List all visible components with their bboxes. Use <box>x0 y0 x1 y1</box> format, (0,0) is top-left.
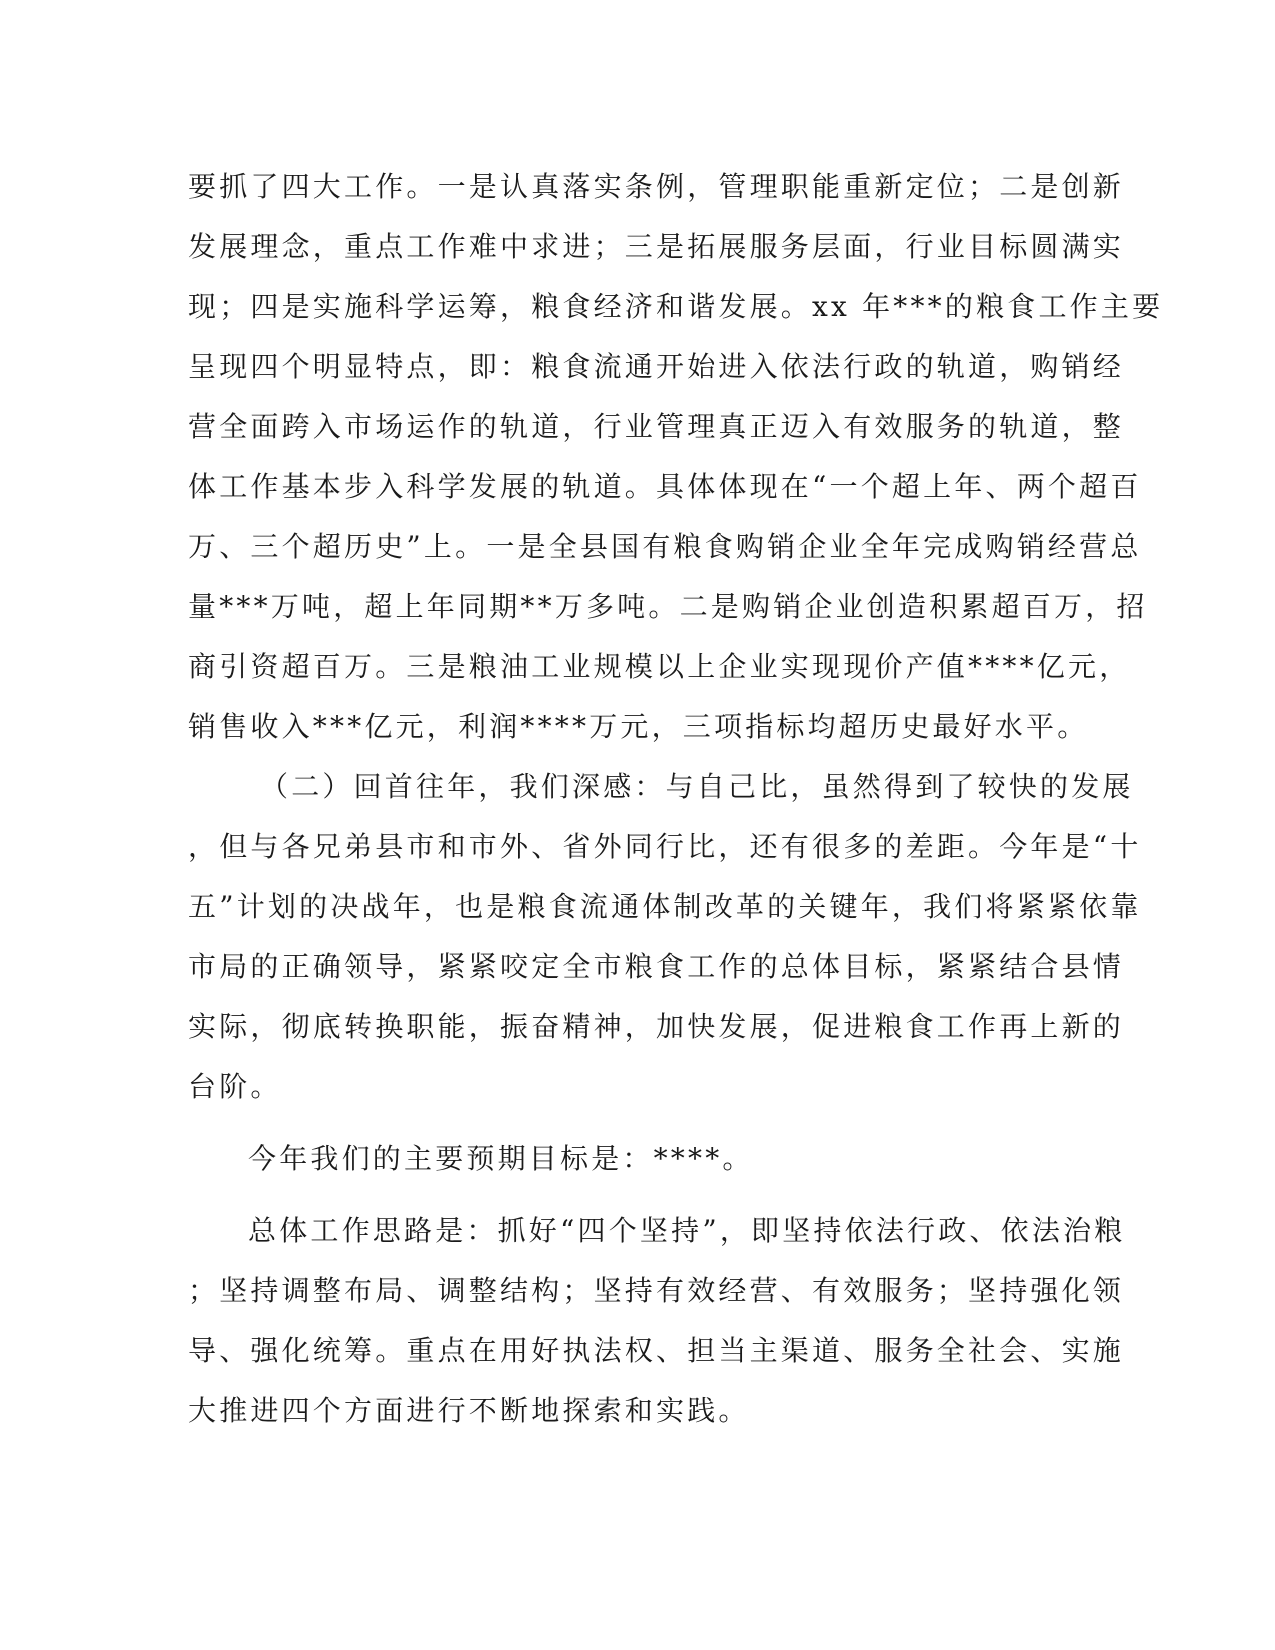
paragraph-work-approach <box>188 1201 1126 1441</box>
text-line: 万、三个超历史”上。一是全县国有粮食购销企业全年完成购销经营总 <box>188 530 1142 563</box>
text-line: 销售收入***亿元，利润****万元，三项指标均超历史最好水平。 <box>188 710 1089 743</box>
text-line: 总体工作思路是：抓好“四个坚持”，即坚持依法行政、依法治粮 <box>248 1214 1126 1247</box>
text-line: 大推进四个方面进行不断地探索和实践。 <box>188 1394 750 1427</box>
text-line: 发展理念，重点工作难中求进；三是拓展服务层面，行业目标圆满实 <box>188 230 1125 263</box>
text-line: ，但与各兄弟县市和市外、省外同行比，还有很多的差距。今年是“十 <box>188 830 1142 863</box>
paragraph-expected-targets <box>188 1129 1060 1189</box>
paragraph-looking-back <box>188 757 1142 1117</box>
document-body <box>188 157 1164 1441</box>
text-line: 呈现四个明显特点，即：粮食流通开始进入依法行政的轨道，购销经 <box>188 350 1125 383</box>
text-line: 五”计划的决战年，也是粮食流通体制改革的关键年，我们将紧紧依靠 <box>188 890 1142 923</box>
text-line: 台阶。 <box>188 1070 282 1103</box>
text-line: 商引资超百万。三是粮油工业规模以上企业实现现价产值****亿元， <box>188 650 1131 683</box>
text-line: 现；四是实施科学运筹，粮食经济和谐发展。xx 年***的粮食工作主要 <box>188 290 1164 323</box>
text-line: 体工作基本步入科学发展的轨道。具体体现在“一个超上年、两个超百 <box>188 470 1142 503</box>
paragraph-work-summary <box>188 157 1164 757</box>
text-line: ；坚持调整布局、调整结构；坚持有效经营、有效服务；坚持强化领 <box>188 1274 1125 1307</box>
text-line: 导、强化统筹。重点在用好执法权、担当主渠道、服务全社会、实施 <box>188 1334 1125 1367</box>
text-line: 量***万吨，超上年同期**万多吨。二是购销企业创造积累超百万，招 <box>188 590 1148 623</box>
text-line: 实际，彻底转换职能，振奋精神，加快发展，促进粮食工作再上新的 <box>188 1010 1125 1043</box>
text-line: 要抓了四大工作。一是认真落实条例，管理职能重新定位；二是创新 <box>188 170 1125 203</box>
text-line: 市局的正确领导，紧紧咬定全市粮食工作的总体目标，紧紧结合县情 <box>188 950 1125 983</box>
text-line: 今年我们的主要预期目标是：****。 <box>248 1142 754 1175</box>
text-line: （二）回首往年，我们深感：与自己比，虽然得到了较快的发展 <box>260 770 1134 803</box>
text-line: 营全面跨入市场运作的轨道，行业管理真正迈入有效服务的轨道，整 <box>188 410 1125 443</box>
